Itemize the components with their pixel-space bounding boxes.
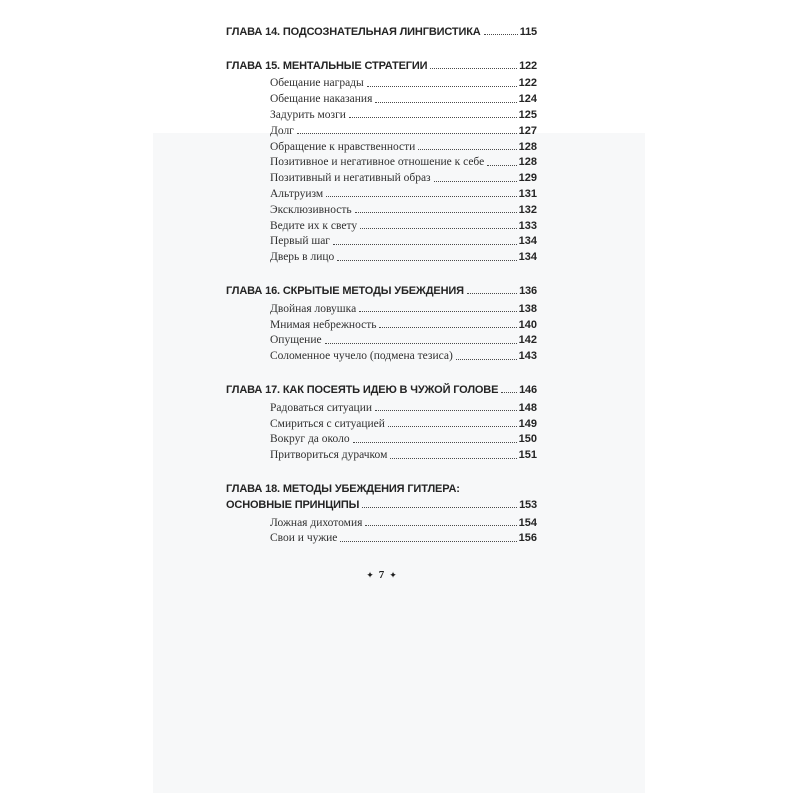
footer-ornament-right-icon: ✦ [389, 570, 397, 581]
dot-leader [456, 359, 517, 360]
item-page-number: 128 [518, 156, 537, 169]
item-page-number: 140 [518, 318, 537, 331]
item-page-number: 127 [518, 124, 537, 137]
dot-leader [360, 228, 517, 229]
item-title: Ведите их к свету [270, 219, 358, 232]
item-page-number: 134 [518, 251, 537, 264]
toc-item-row [226, 430, 537, 446]
dot-leader [337, 260, 516, 261]
dot-leader [375, 410, 517, 411]
item-page-number: 128 [518, 140, 537, 153]
toc-item-row [226, 200, 537, 216]
dot-leader [388, 426, 517, 427]
dot-leader [362, 507, 517, 508]
item-title: Первый шаг [270, 235, 331, 248]
item-page-number: 151 [518, 449, 537, 462]
item-page-number: 134 [518, 235, 537, 248]
chapter-title: ОСНОВНЫЕ ПРИНЦИПЫ [226, 498, 360, 511]
item-title: Смириться с ситуацией [270, 417, 385, 430]
toc-item-row [226, 331, 537, 347]
dot-leader [349, 117, 517, 118]
item-title: Притвориться дурачком [270, 449, 388, 462]
dot-leader [367, 86, 517, 87]
item-title: Обещание награды [270, 77, 364, 90]
dot-leader [467, 293, 517, 294]
toc-section [226, 479, 537, 544]
chapter-title: ГЛАВА 17. КАК ПОСЕЯТЬ ИДЕЮ В ЧУЖОЙ ГОЛОВЕ [226, 383, 499, 396]
toc-section [226, 22, 537, 38]
toc-chapter-row [226, 380, 537, 396]
dot-leader [430, 68, 517, 69]
dot-leader [355, 212, 517, 213]
toc-chapter-row [226, 479, 537, 495]
toc-item-row [226, 299, 537, 315]
chapter-title: ГЛАВА 18. МЕТОДЫ УБЕЖДЕНИЯ ГИТЛЕРА: [226, 482, 460, 495]
item-page-number: 131 [518, 187, 537, 200]
toc-item-row [226, 513, 537, 529]
toc-item-row [226, 247, 537, 263]
item-title: Ложная дихотомия [270, 516, 363, 529]
item-page-number: 133 [518, 219, 537, 232]
item-page-number: 150 [518, 433, 537, 446]
item-title: Позитивный и негативный образ [270, 172, 431, 185]
toc-section [226, 380, 537, 461]
item-title: Альтруизм [270, 187, 324, 200]
chapter-page-number: 122 [519, 59, 537, 72]
item-page-number: 142 [518, 334, 537, 347]
item-title: Обращение к нравственности [270, 140, 416, 153]
item-page-number: 149 [518, 417, 537, 430]
item-title: Свои и чужие [270, 532, 338, 545]
item-title: Эксклюзивность [270, 203, 352, 216]
chapter-title: ГЛАВА 15. МЕНТАЛЬНЫЕ СТРАТЕГИИ [226, 59, 428, 72]
toc-item-row [226, 232, 537, 248]
item-page-number: 132 [518, 203, 537, 216]
item-title: Мнимая небрежность [270, 318, 377, 331]
toc-chapter-row [226, 281, 537, 297]
dot-leader [326, 196, 516, 197]
toc-section [226, 281, 537, 362]
chapter-page-number: 115 [519, 25, 537, 38]
item-title: Опущение [270, 334, 322, 347]
dot-leader [297, 133, 517, 134]
dot-leader [501, 392, 517, 393]
dot-leader [484, 34, 518, 35]
item-page-number: 125 [518, 108, 537, 121]
item-page-number: 129 [518, 172, 537, 185]
toc-item-row [226, 137, 537, 153]
item-page-number: 156 [518, 532, 537, 545]
item-title: Долг [270, 124, 294, 137]
dot-leader [390, 458, 516, 459]
dot-leader [365, 525, 516, 526]
chapter-page-number: 136 [519, 284, 537, 297]
item-page-number: 154 [518, 516, 537, 529]
toc-item-row [226, 445, 537, 461]
dot-leader [340, 541, 516, 542]
item-title: Позитивное и негативное отношение к себе [270, 156, 485, 169]
toc-item-row [226, 315, 537, 331]
toc-item-row [226, 121, 537, 137]
item-title: Соломенное чучело (подмена тезиса) [270, 350, 453, 363]
item-title: Задурить мозги [270, 108, 346, 121]
item-title: Обещание наказания [270, 93, 373, 106]
toc-chapter-row [226, 495, 537, 511]
page-footer [226, 570, 537, 581]
dot-leader [418, 149, 516, 150]
item-page-number: 138 [518, 302, 537, 315]
toc-chapter-row [226, 22, 537, 38]
toc-chapter-row [226, 56, 537, 72]
item-page-number: 148 [518, 401, 537, 414]
toc-item-row [226, 398, 537, 414]
dot-leader [325, 343, 517, 344]
toc-item-row [226, 89, 537, 105]
chapter-title: ГЛАВА 14. ПОДСОЗНАТЕЛЬНАЯ ЛИНГВИСТИКА [226, 25, 481, 38]
chapter-page-number: 146 [519, 383, 537, 396]
toc-item-row [226, 529, 537, 545]
toc-item-row [226, 346, 537, 362]
item-page-number: 122 [518, 77, 537, 90]
chapter-page-number: 153 [519, 498, 537, 511]
dot-leader [379, 327, 516, 328]
footer-page-number: 7 [378, 569, 385, 582]
chapter-title: ГЛАВА 16. СКРЫТЫЕ МЕТОДЫ УБЕЖДЕНИЯ [226, 284, 464, 297]
item-page-number: 124 [518, 93, 537, 106]
dot-leader [359, 311, 516, 312]
item-title: Вокруг да около [270, 433, 350, 446]
toc-item-row [226, 153, 537, 169]
item-title: Радоваться ситуации [270, 401, 373, 414]
dot-leader [487, 165, 516, 166]
item-title: Двойная ловушка [270, 302, 357, 315]
item-page-number: 143 [518, 350, 537, 363]
toc-item-row [226, 74, 537, 90]
dot-leader [375, 102, 516, 103]
toc-sections [226, 22, 537, 544]
footer-ornament-left-icon: ✦ [366, 570, 374, 581]
toc-section [226, 56, 537, 263]
table-of-contents [226, 22, 537, 581]
toc-item-row [226, 414, 537, 430]
item-title: Дверь в лицо [270, 251, 335, 264]
dot-leader [353, 442, 517, 443]
toc-item-row [226, 105, 537, 121]
toc-item-row [226, 216, 537, 232]
dot-leader [333, 244, 517, 245]
dot-leader [434, 181, 517, 182]
toc-item-row [226, 184, 537, 200]
toc-item-row [226, 168, 537, 184]
